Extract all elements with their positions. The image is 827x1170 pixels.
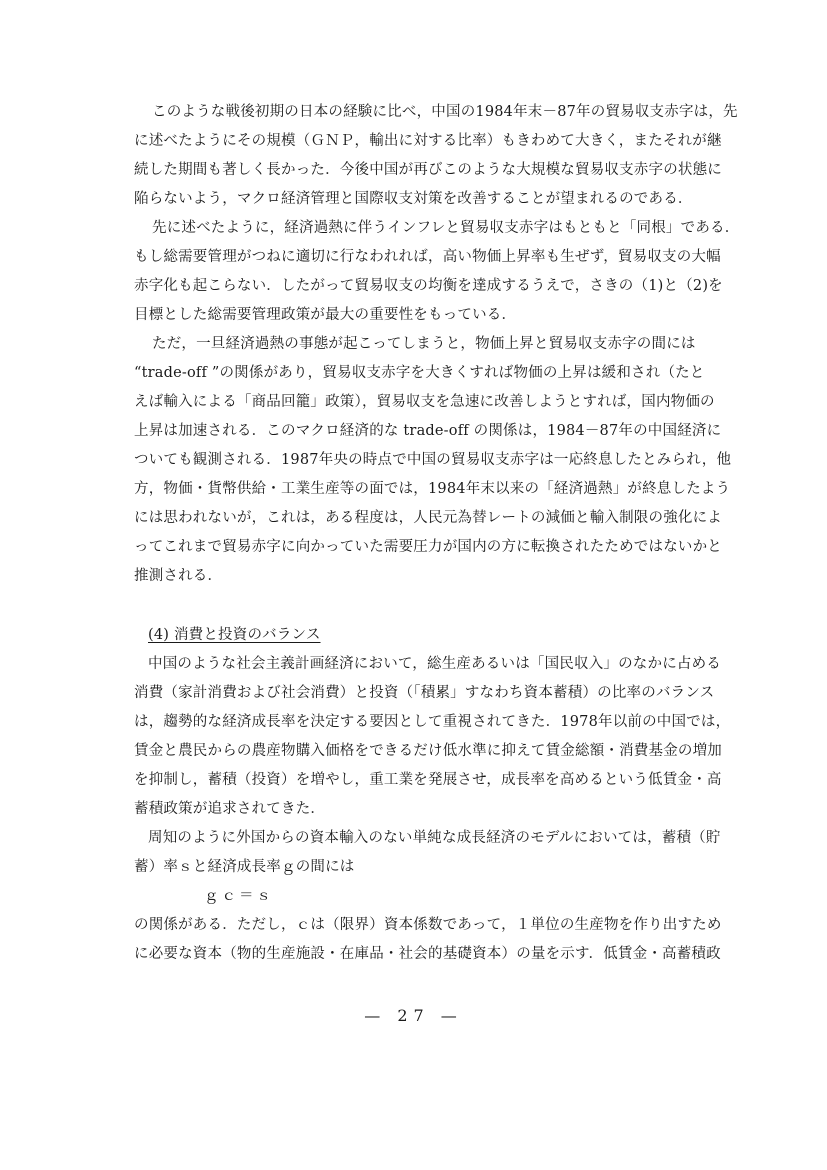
text-line: 先に述べたように，経済過熱に伴うインフレと貿易収支赤字はもともと「同根」である． [152, 220, 740, 236]
text-line: の関係がある．ただし，ｃは（限界）資本係数であって，１単位の生産物を作り出すため [134, 917, 722, 933]
text-line: 蓄積政策が追求されてきた． [134, 801, 326, 817]
text-line: ってこれまで貿易赤字に向かっていた需要圧力が国内の方に転換されたためではないかと [134, 539, 722, 555]
text-line: 蓄）率ｓと経済成長率ｇの間には [134, 859, 355, 875]
text-line: を抑制し，蓄積（投資）を増やし，重工業を発展させ，成長率を高めるという低賃金・高 [134, 772, 722, 788]
text-line: えば輸入による「商品回籠」政策），貿易収支を急速に改善しようとすれば，国内物価の [134, 394, 715, 410]
section-heading: (4) 消費と投資のバランス [148, 627, 321, 643]
text-line: “trade-off ”の関係があり，貿易収支赤字を大きくすれば物価の上昇は緩和され（たと [134, 365, 705, 381]
text-line: 消費（家計消費および社会消費）と投資（「積累」すなわち資本蓄積）の比率のバランス [134, 685, 715, 701]
text-line: 周知のように外国からの資本輸入のない単純な成長経済のモデルにおいては，蓄積（貯 [148, 830, 721, 846]
text-line: ついても観測される．1987年央の時点で中国の貿易収支赤字は一応終息したとみられ，他 [134, 452, 732, 468]
text-line: もし総需要管理がつねに適切に行なわれれば，高い物価上昇率も生ぜず，貿易収支の大幅 [134, 249, 721, 265]
text-line: には思われないが，これは，ある程度は，人民元為替レートの減価と輸入制限の強化によ [134, 510, 722, 526]
text-line: 続した期間も著しく長かった．今後中国が再びこのような大規模な貿易収支赤字の状態に [134, 162, 722, 178]
text-line: 赤字化も起こらない．したがって貿易収支の均衡を達成するうえで，さきの（1)と（2)を [134, 278, 723, 294]
text-line: 方，物価・貨幣供給・工業生産等の面では，1984年末以来の「経済過熱」が終息したよう [134, 481, 731, 497]
text-line: 目標とした総需要管理政策が最大の重要性をもっている． [134, 307, 517, 323]
text-line: このような戦後初期の日本の経験に比べ，中国の1984年末－87年の貿易収支赤字は，先 [152, 104, 738, 120]
text-line: 陥らないよう，マクロ経済管理と国際収支対策を改善することが望まれるのである． [134, 191, 693, 207]
page-number: — 27 — [364, 1006, 463, 1025]
text-line: に述べたようにその規模（ＧＮＰ，輸出に対する比率）もきわめて大きく，またそれが継 [134, 133, 722, 149]
text-line: 賃金と農民からの農産物購入価格をできるだけ低水準に抑えて賃金総額・消費基金の増加 [134, 743, 722, 759]
text-line: に必要な資本（物的生産施設・在庫品・社会的基礎資本）の量を示す．低賃金・高蓄積政 [134, 946, 721, 962]
formula: ｇｃ＝ｓ [204, 888, 274, 904]
text-line: ただ，一旦経済過熱の事態が起こってしまうと，物価上昇と貿易収支赤字の間には [152, 336, 696, 352]
text-line: 中国のような社会主義計画経済において，総生産あるいは「国民収入」のなかに占める [148, 656, 722, 672]
text-line: 上昇は加速される．このマクロ経済的な trade-off の関係は，1984－87年の中国経済に [134, 423, 722, 439]
text-line: は，趨勢的な経済成長率を決定する要因として重視されてきた．1978年以前の中国では， [134, 714, 731, 730]
text-line: 推測される． [134, 568, 223, 584]
